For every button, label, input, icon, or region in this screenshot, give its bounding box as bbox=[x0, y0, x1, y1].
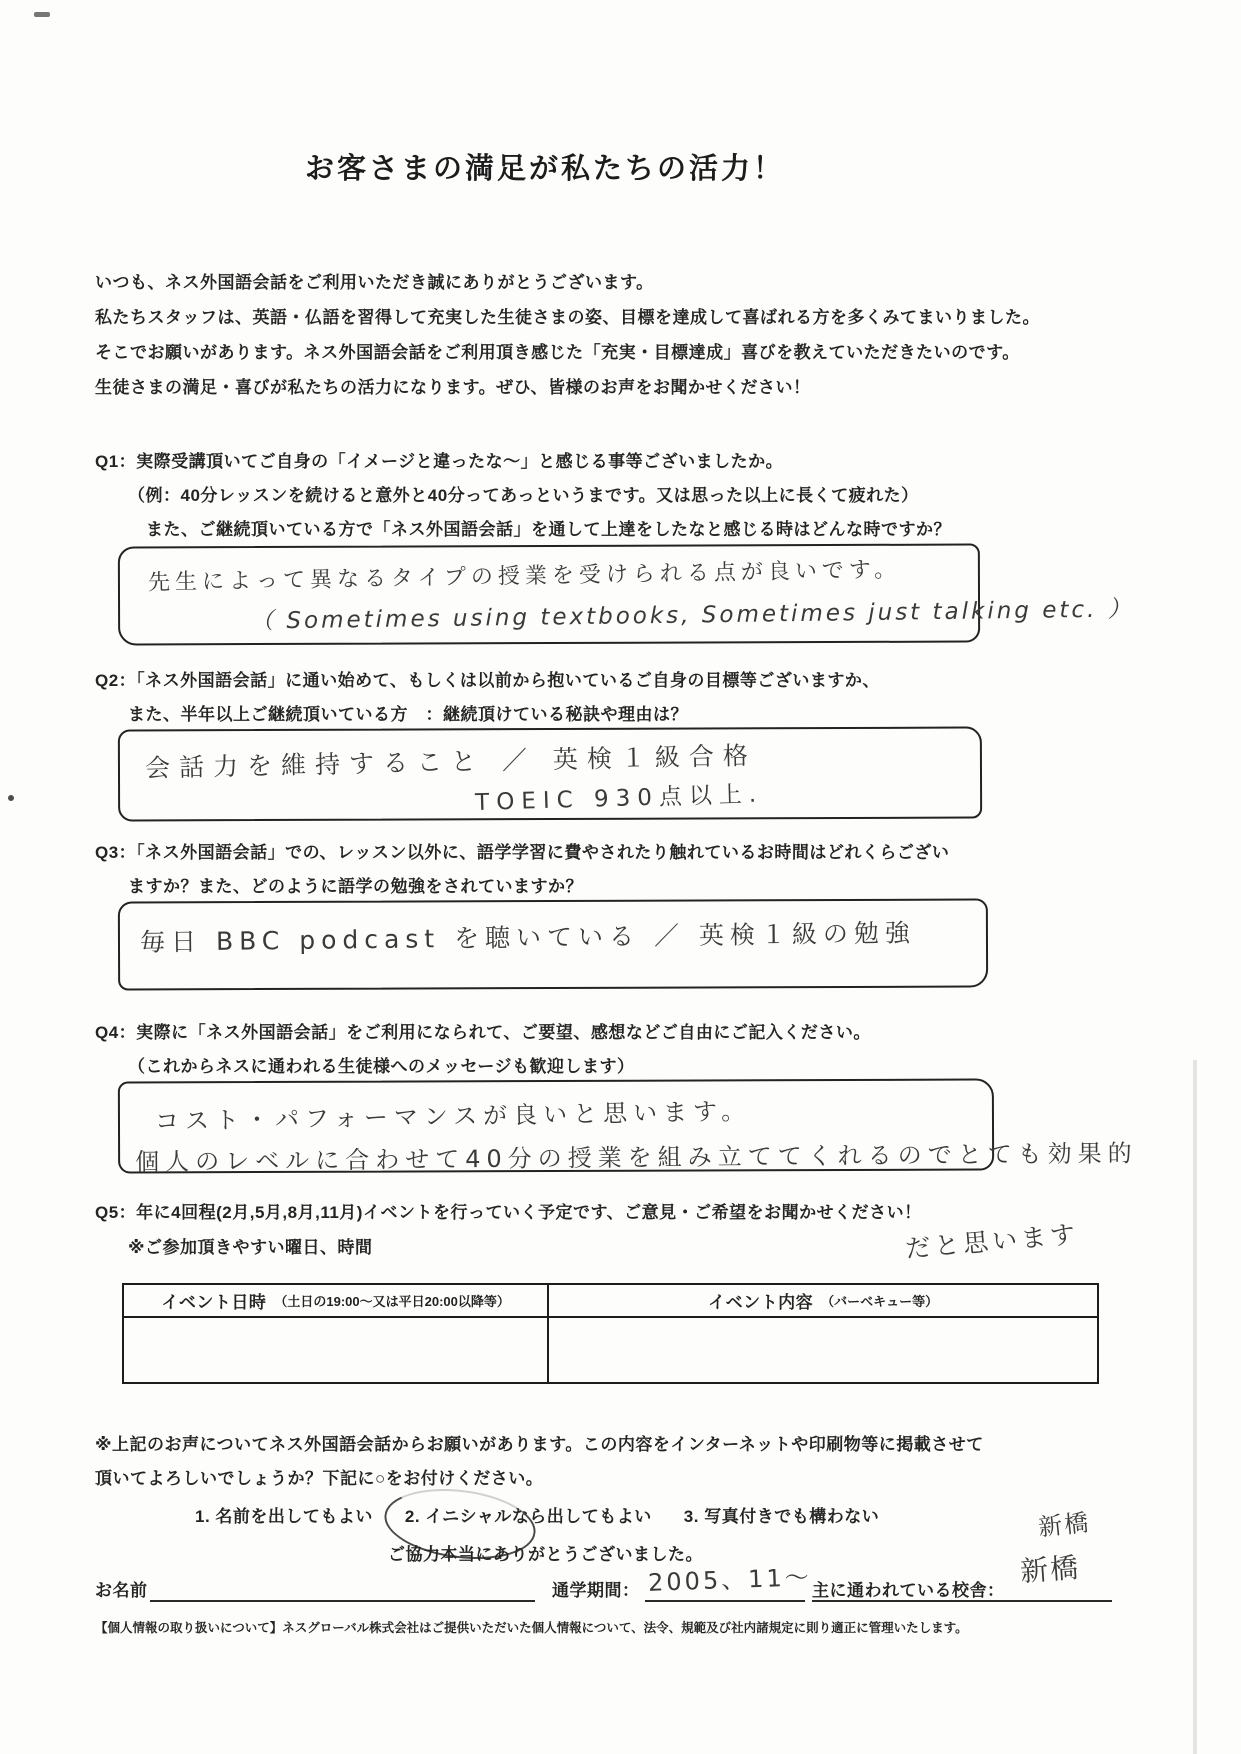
period-handwriting: 2005、11～ bbox=[647, 1563, 813, 1597]
scan-corner-mark bbox=[34, 12, 50, 17]
scan-speck bbox=[8, 795, 14, 801]
q2-answer-handwriting: TOEIC 930点以上. bbox=[474, 781, 764, 817]
q1-prompt-line: （例：40分レッスンを続けると意外と40分ってあっというまです。又は思った以上に長くて疲れた） bbox=[128, 486, 919, 505]
event-content-cell[interactable] bbox=[547, 1318, 1097, 1382]
school-field[interactable] bbox=[812, 1578, 1112, 1602]
event-datetime-cell[interactable] bbox=[124, 1318, 547, 1382]
q4-answer-continuation-handwriting: だと思います bbox=[904, 1219, 1081, 1264]
q2-prompt-line: また、半年以上ご継続頂いている方 ：継続頂けている秘訣や理由は？ bbox=[128, 705, 688, 724]
school-label: 主に通われている校舎： bbox=[812, 1581, 1005, 1600]
privacy-notice: 【個人情報の取り扱いについて】ネスグローバル株式会社はご提供いただいた個人情報について、法令、規範及び社内諸規定に則り適正に管理いたします。 bbox=[95, 1621, 968, 1635]
q1-answer-box[interactable] bbox=[118, 543, 1134, 645]
thanks-line: ご協力本当にありがとうございました。 bbox=[388, 1545, 703, 1564]
q5-prompt-line: ※ご参加頂きやすい曜日、時間 bbox=[128, 1238, 373, 1257]
consent-line: ※上記のお声についてネス外国語会話からお願いがあります。この内容をインターネットや印刷物等に掲載させて bbox=[95, 1435, 984, 1454]
event-content-note: （バーベキュー等） bbox=[821, 1294, 939, 1309]
consent-option-1[interactable]: 1. 名前を出してもよい bbox=[195, 1507, 373, 1526]
name-label: お名前 bbox=[95, 1581, 148, 1600]
page-title: お客さまの満足が私たちの活力！ bbox=[304, 153, 785, 185]
q3-prompt-line: ますか？また、どのように語学の勉強をされていますか？ bbox=[128, 877, 583, 896]
name-field[interactable] bbox=[150, 1578, 535, 1602]
q4-answer-handwriting: コスト・パフォーマンスが良いと思います。 bbox=[154, 1097, 752, 1136]
event-table-header-content bbox=[547, 1285, 1097, 1318]
q3-prompt-line: Q3：「ネス外国語会話」での、レッスン以外に、語学学習に費やされたり触れているお時間はどれくらござい bbox=[95, 843, 950, 862]
consent-options bbox=[195, 1502, 879, 1527]
event-table-header bbox=[124, 1285, 1097, 1318]
q2-prompt-line: Q2：「ネス外国語会話」に通い始めて、もしくは以前から抱いているご自身の目標等ございますか、 bbox=[95, 671, 880, 690]
q3-answer-handwriting: 毎日 BBC podcast を聴いている ／ 英検１級の勉強 bbox=[139, 918, 917, 957]
consent-option-2[interactable]: 2. イニシャルなら出してもよい bbox=[404, 1507, 652, 1526]
intro-line: いつも、ネス外国語会話をご利用いただき誠にありがとうございます。 bbox=[95, 273, 654, 292]
q1-prompt-line: また、ご継続頂いている方で「ネス外国語会話」を通して上達をしたなと感じる時はどんな時ですか？ bbox=[146, 520, 951, 539]
q1-answer-handwriting: 先生によって異なるタイプの授業を受けられる点が良いです。 bbox=[147, 557, 902, 596]
intro-line: 私たちスタッフは、英語・仏語を習得して充実した生徒さまの姿、目標を達成して喜ばれる方を多くみてまいりました。 bbox=[95, 308, 1040, 327]
event-table-header-datetime bbox=[124, 1285, 547, 1318]
event-datetime-note: （土日の19:00～又は平日20:00以降等） bbox=[274, 1294, 510, 1309]
q5-prompt-line: Q5：年に4回程(2月,5月,8月,11月)イベントを行っていく予定です、ご意見・ご希望をお聞かせください！ bbox=[95, 1203, 922, 1222]
q4-answer-box[interactable] bbox=[118, 1078, 1138, 1177]
q2-answer-box[interactable] bbox=[118, 726, 982, 821]
school-handwriting: 新橋 bbox=[1019, 1550, 1082, 1589]
q2-answer-handwriting: 会話力を維持すること ／ 英検１級合格 bbox=[144, 740, 758, 783]
consent-line: 頂いてよろしいでしょうか？下記に○をお付けください。 bbox=[95, 1469, 544, 1488]
q3-answer-box[interactable] bbox=[118, 898, 988, 990]
intro-line: 生徒さまの満足・喜びが私たちの活力になります。ぜひ、皆様のお声をお聞かせください！ bbox=[95, 378, 811, 397]
event-table bbox=[122, 1283, 1099, 1384]
intro-line: そこでお願いがあります。ネス外国語会話をご利用頂き感じた「充実・目標達成」喜びを教えていただきたいのです。 bbox=[95, 343, 1020, 362]
q4-answer-handwriting: 個人のレベルに合わせて40分の授業を組み立ててくれるのでとても効果的 bbox=[135, 1139, 1138, 1177]
q4-prompt-line: Q4：実際に「ネス外国語会話」をご利用になられて、ご要望、感想などご自由にご記入ください。 bbox=[95, 1023, 871, 1042]
event-datetime-label: イベント日時 bbox=[161, 1293, 267, 1312]
period-label: 通学期間： bbox=[552, 1581, 640, 1600]
event-content-label: イベント内容 bbox=[708, 1293, 814, 1312]
q1-prompt-line: Q1：実際受講頂いてご自身の「イメージと違ったな～」と感じる事等ございましたか。 bbox=[95, 452, 784, 471]
consent-option-3[interactable]: 3. 写真付きでも構わない bbox=[683, 1507, 880, 1526]
event-table-row bbox=[124, 1318, 1097, 1382]
scan-streak bbox=[1193, 1060, 1197, 1754]
q1-answer-handwriting-english: （ Sometimes using textbooks, Sometimes just talking etc. ） bbox=[249, 596, 1134, 635]
school-handwriting-draft: 新橋 bbox=[1036, 1508, 1092, 1542]
q4-prompt-line: （これからネスに通われる生徒様へのメッセージも歓迎します） bbox=[128, 1057, 635, 1076]
